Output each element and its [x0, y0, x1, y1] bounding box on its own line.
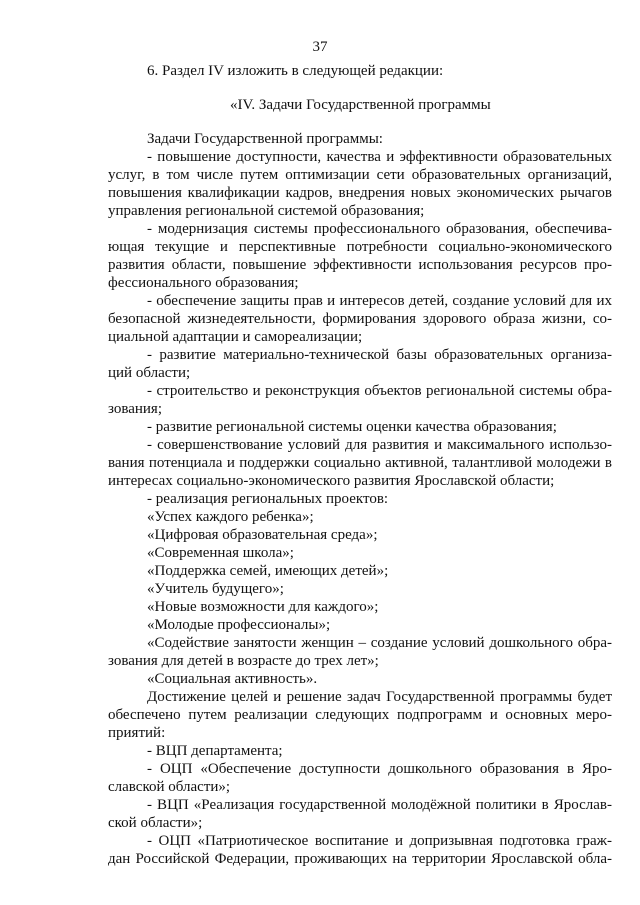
paragraph-line: услуг, в том числе путем оптимизации сети образовательных организаций,: [108, 167, 612, 183]
paragraph-line: - обеспечение защиты прав и интересов детей, создание условий для их: [147, 293, 612, 309]
subprogram-item: - ОЦП «Обеспечение доступности дошкольного образования в Яро-: [147, 761, 612, 777]
paragraph-line: фессионального образования;: [108, 275, 299, 291]
subprogram-item: ской области»;: [108, 815, 203, 831]
paragraph-line: - модернизация системы профессионального образования, обеспечива-: [147, 221, 612, 237]
project-item: «Молодые профессионалы»;: [147, 617, 331, 633]
subprogram-item: славской области»;: [108, 779, 231, 795]
paragraph-line: - строительство и реконструкция объектов региональной системы обра-: [147, 383, 612, 399]
paragraph-line: повышения квалификации кадров, внедрения новых экономических рычагов: [108, 185, 612, 201]
paragraph-line: - развитие материально-технической базы образовательных организа-: [147, 347, 612, 363]
paragraph-line: - реализация региональных проектов:: [147, 491, 389, 507]
paragraph-line: ций области;: [108, 365, 191, 381]
subprogram-item: - ОЦП «Патриотическое воспитание и допризывная подготовка граж-: [147, 833, 612, 849]
paragraph-line: управления региональной системой образования;: [108, 203, 425, 219]
paragraph-line: интересах социально-экономического развития Ярославской области;: [108, 473, 555, 489]
page-number: 37: [312, 39, 328, 55]
project-item: зования для детей в возрасте до трех лет»;: [108, 653, 379, 669]
paragraph-line: циальной адаптации и самореализации;: [108, 329, 363, 345]
paragraph-line: развития области, повышение эффективности использования ресурсов про-: [108, 257, 612, 273]
paragraph-line: - развитие региональной системы оценки качества образования;: [147, 419, 557, 435]
project-item: «Поддержка семей, имеющих детей»;: [147, 563, 389, 579]
section-heading: «IV. Задачи Государственной программы: [230, 97, 491, 113]
subprogram-item: - ВЦП департамента;: [147, 743, 283, 759]
paragraph-line: вания потенциала и поддержки социально активной, талантливой молодежи в: [108, 455, 612, 471]
paragraph-line: ющая текущие и перспективные потребности социально-экономического: [108, 239, 612, 255]
paragraph-line: обеспечено путем реализации следующих подпрограмм и основных меро-: [108, 707, 612, 723]
subprogram-item: дан Российской Федерации, проживающих на территории Ярославской обла-: [108, 851, 612, 867]
project-item: «Цифровая образовательная среда»;: [147, 527, 378, 543]
project-item: «Содействие занятости женщин – создание условий дошкольного обра-: [147, 635, 612, 651]
subprogram-item: - ВЦП «Реализация государственной молодёжной политики в Ярослав-: [147, 797, 612, 813]
paragraph-line: - совершенствование условий для развития и максимального использо-: [147, 437, 612, 453]
paragraph-line: Достижение целей и решение задач Государственной программы будет: [147, 689, 612, 705]
paragraph-line: приятий:: [108, 725, 166, 741]
project-item: «Современная школа»;: [147, 545, 294, 561]
project-item: «Новые возможности для каждого»;: [147, 599, 379, 615]
paragraph-line: зования;: [108, 401, 163, 417]
project-item: «Учитель будущего»;: [147, 581, 284, 597]
paragraph-line: Задачи Государственной программы:: [147, 131, 383, 147]
paragraph-line: безопасной жизнедеятельности, формирования здорового образа жизни, со-: [108, 311, 612, 327]
paragraph-line: - повышение доступности, качества и эффективности образовательных: [147, 149, 612, 165]
project-item: «Социальная активность».: [147, 671, 318, 687]
project-item: «Успех каждого ребенка»;: [147, 509, 314, 525]
section-intro: 6. Раздел IV изложить в следующей редакции:: [147, 63, 444, 79]
